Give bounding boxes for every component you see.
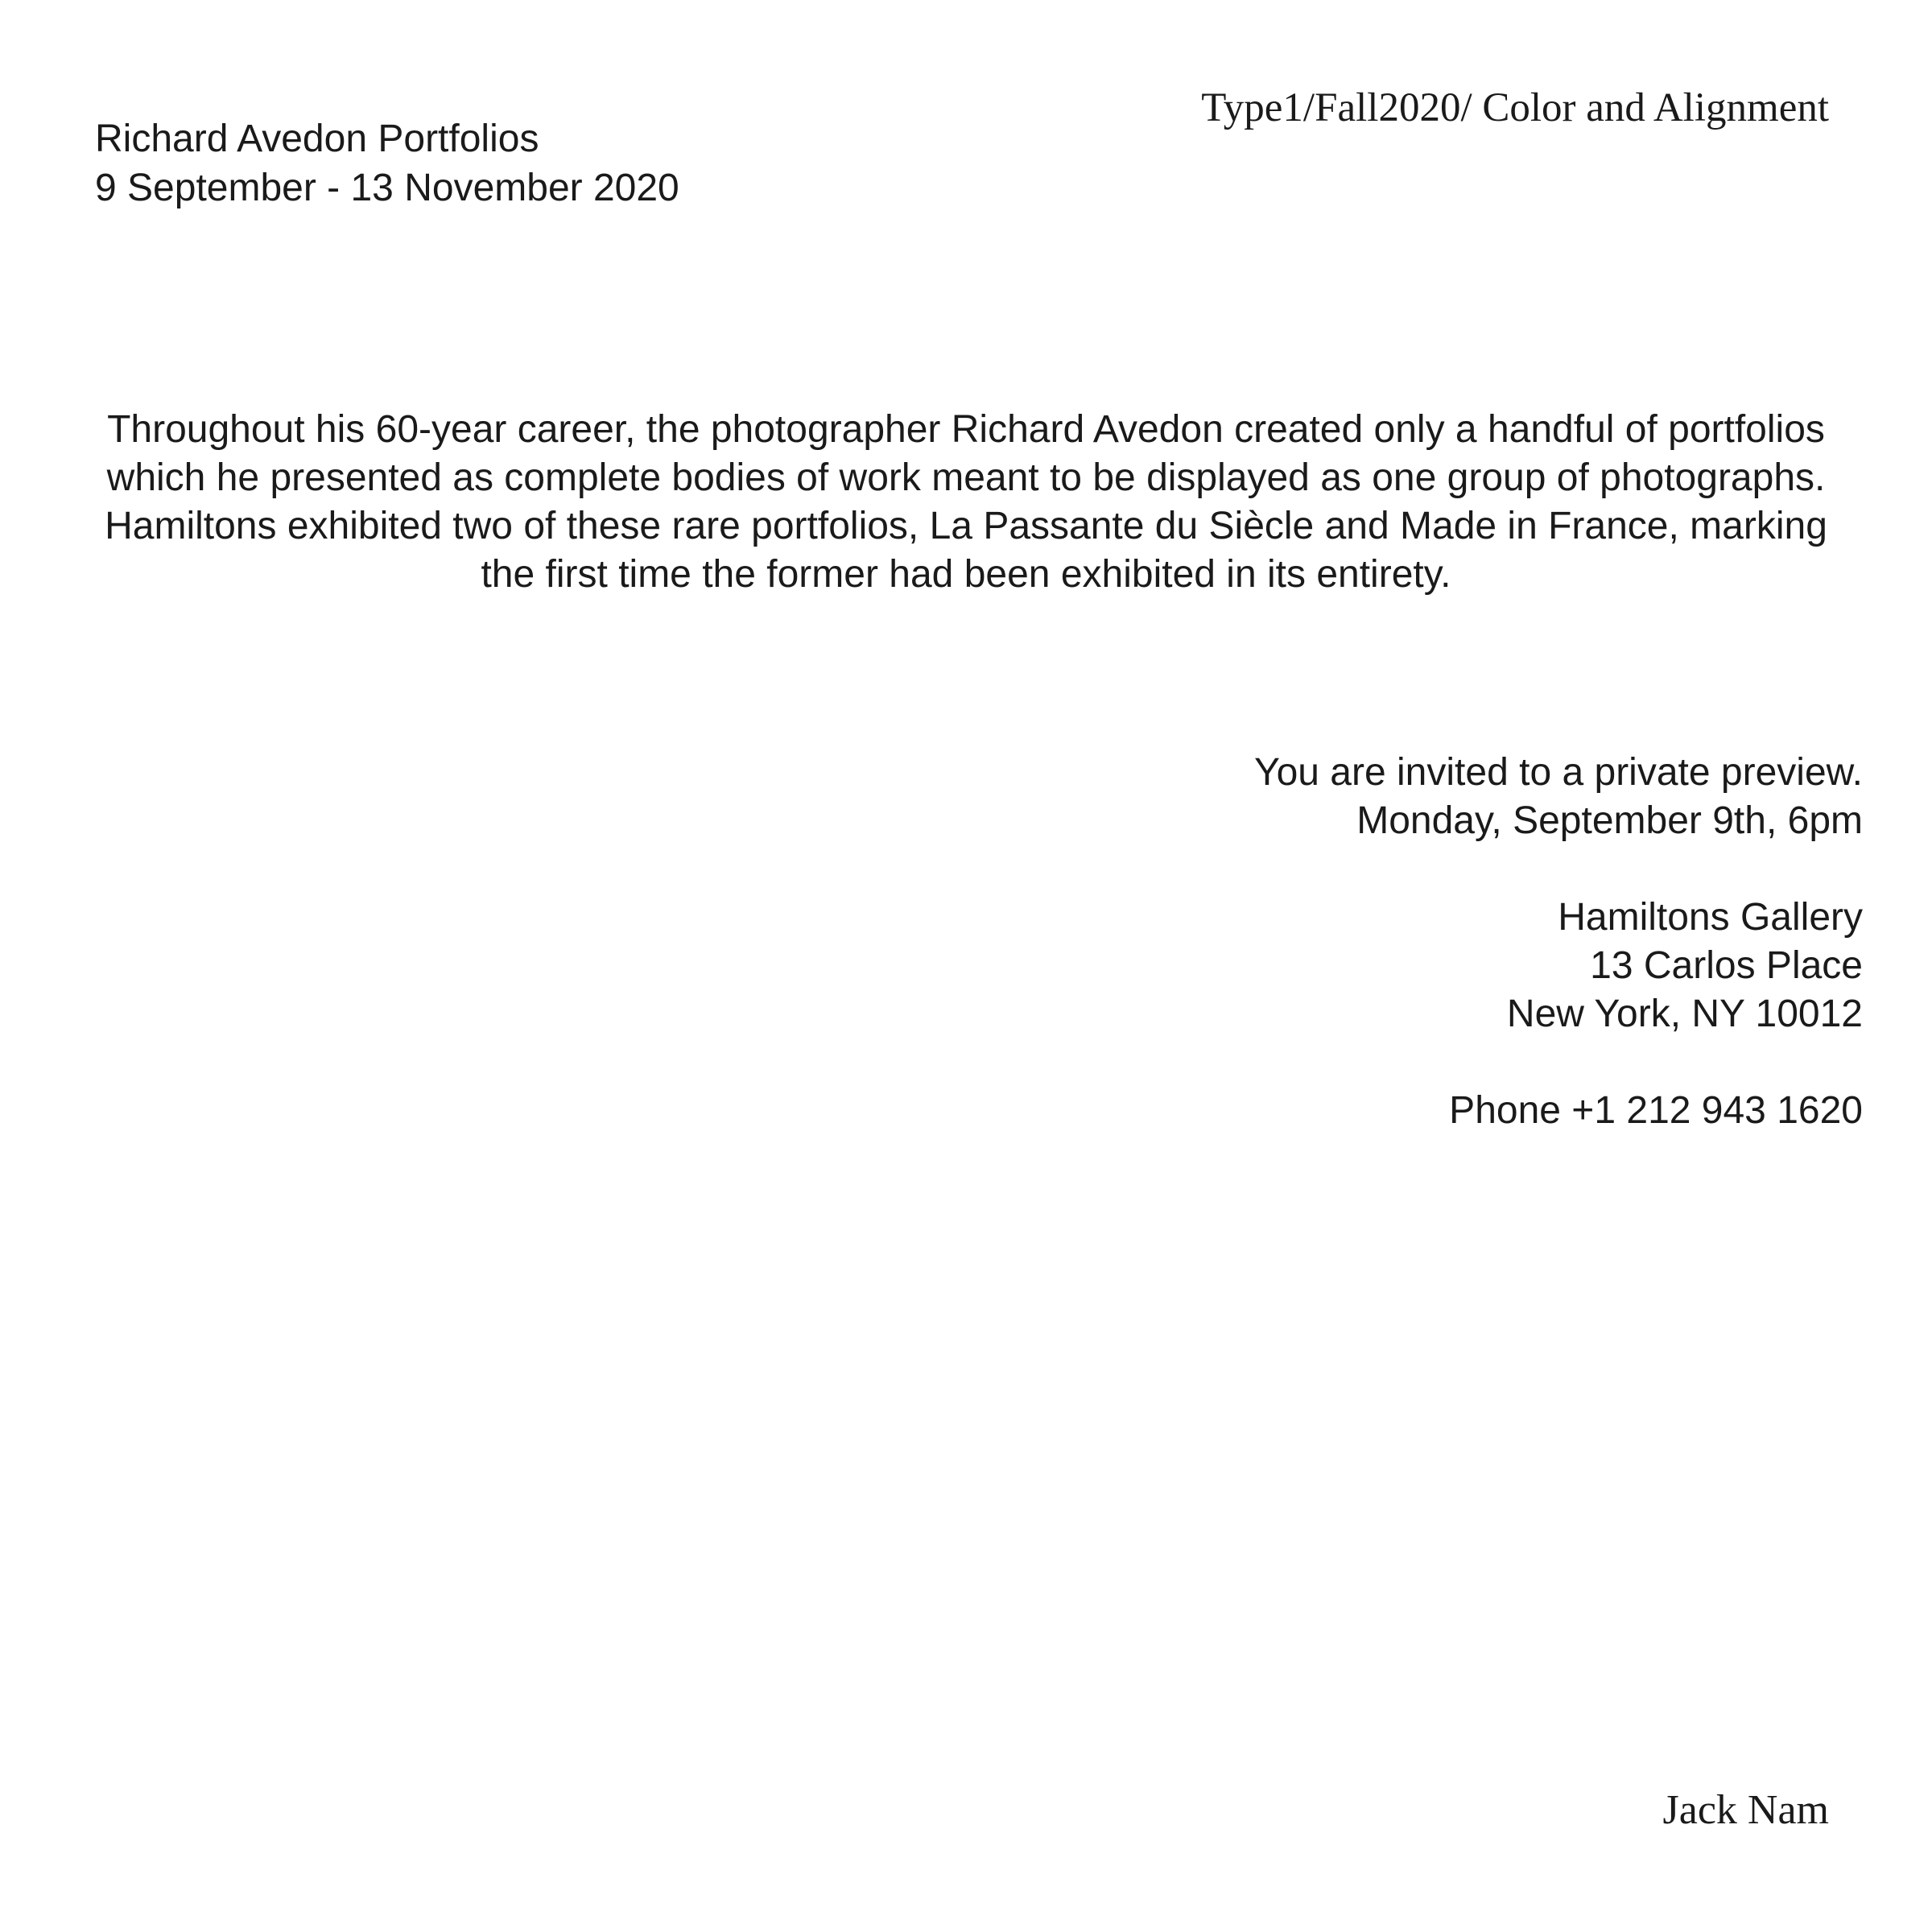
gallery-street: 13 Carlos Place — [1590, 944, 1863, 987]
author-signature: Jack Nam — [1662, 1787, 1829, 1833]
description-line: Throughout his 60-year career, the photographer Richard Avedon created only a handful of portfolios — [107, 408, 1825, 451]
gallery-city: New York, NY 10012 — [1506, 993, 1863, 1035]
description-paragraph — [80, 406, 1852, 599]
description-line: the first time the former had been exhibited in its entirety. — [481, 553, 1451, 596]
spacer — [1254, 845, 1863, 894]
exhibition-dates: 9 September - 13 November 2020 — [95, 167, 679, 209]
invitation-block — [1254, 749, 1863, 1135]
invitation-text: You are invited to a private preview. — [1253, 751, 1863, 794]
preview-date: Monday, September 9th, 6pm — [1356, 799, 1863, 842]
spacer — [1254, 1038, 1863, 1087]
gallery-name: Hamiltons Gallery — [1558, 896, 1863, 939]
gallery-phone: Phone +1 212 943 1620 — [1449, 1089, 1863, 1132]
description-line: which he presented as complete bodies of work meant to be displayed as one group of photographs. — [106, 456, 1826, 499]
description-line: Hamiltons exhibited two of these rare portfolios, La Passante du Siècle and Made in France, marking — [105, 505, 1827, 547]
exhibition-header — [95, 114, 679, 213]
course-label: Type1/Fall2020/ Color and Alignment — [1201, 85, 1829, 130]
exhibition-title: Richard Avedon Portfolios — [95, 118, 539, 160]
